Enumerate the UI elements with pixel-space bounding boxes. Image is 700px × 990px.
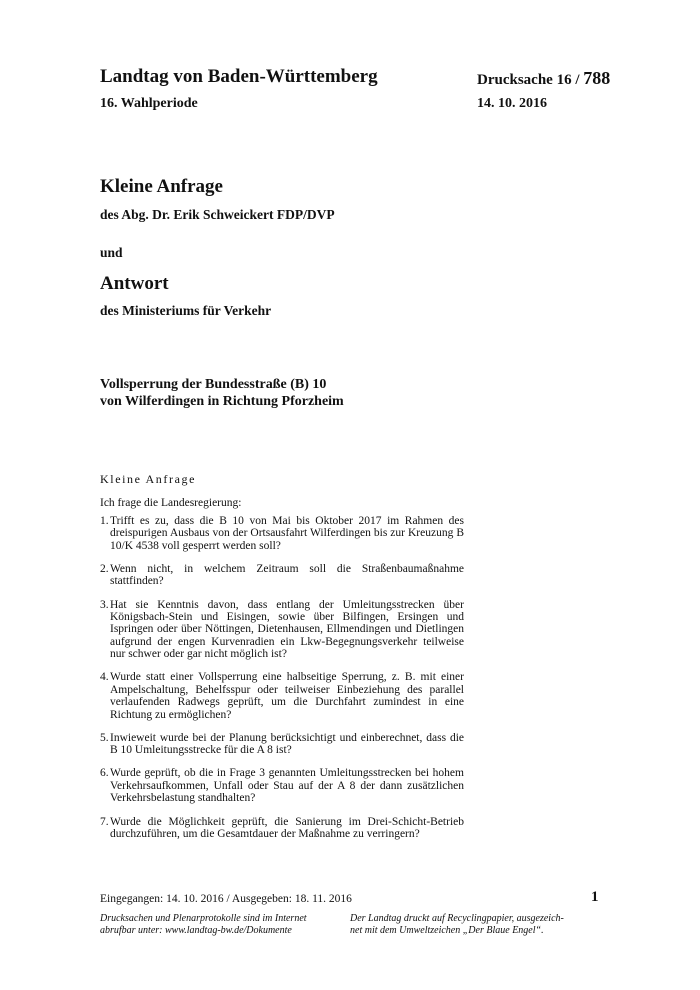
document-title (100, 376, 344, 410)
document-label (477, 68, 610, 89)
answer-ministry: des Ministeriums für Verkehr (100, 303, 272, 318)
inquiry-heading: Kleine Anfrage (100, 176, 223, 197)
title-line-1: Vollsperrung der Bundesstraße (B) 10 (100, 377, 327, 392)
electoral-term: 16. Wahlperiode (100, 96, 198, 111)
question-number: 7. (100, 815, 109, 828)
recycling-note-line-1: Der Landtag druckt auf Recyclingpapier, ausgezeich- (350, 913, 564, 924)
question-item (100, 816, 464, 841)
section-heading: Kleine Anfrage (100, 472, 197, 486)
question-text: Wurde statt einer Vollsperrung eine halbseitige Sperrung, z. B. mit einer Ampelschaltung, Behelfsspur oder teilweiser Einbeziehung des parallel verlaufenden Radwegs geprüft, um die Durchfahrt zumindest in eine Richtung zu ermöglichen? (110, 671, 464, 721)
question-item (100, 599, 464, 661)
internet-note-line-1: Drucksachen und Plenarprotokolle sind im Internet (100, 913, 307, 924)
conjunction: und (100, 245, 123, 260)
question-item (100, 767, 464, 804)
internet-note-line-2: abrufbar unter: www.landtag-bw.de/Dokumente (100, 924, 292, 936)
question-text: Wurde geprüft, ob die in Frage 3 genannten Umleitungsstrecken bei hohem Verkehrsaufkommen, Unfall oder Stau auf der A 8 der dann zusätzlichen Verkehrsbelastung standhalten? (110, 767, 464, 805)
question-text: Hat sie Kenntnis davon, dass entlang der Umleitungsstrecken über Königsbach-Stein und Eisingen, sowie über Bilfingen, Ersingen und Ispringen oder über Nöttingen, Dietenhausen, Ellmendingen und Dietlingen aufgrund der engen Kurvenradien ein Lkw-Begegnungsverkehr teilweise nur schwer oder gar nicht möglich ist? (110, 598, 464, 661)
question-text: Inwieweit wurde bei der Planung berücksichtigt und einberechnet, dass die B 10 Umleitungsstrecke für die A 8 ist? (110, 731, 464, 757)
document-date: 14. 10. 2016 (477, 96, 547, 111)
inquiry-author: des Abg. Dr. Erik Schweickert FDP/DVP (100, 207, 335, 222)
document-label-text: Drucksache 16 / (477, 72, 580, 88)
question-item (100, 732, 464, 757)
question-number: 3. (100, 598, 109, 611)
parliament-name: Landtag von Baden-Württemberg (100, 66, 378, 87)
question-text: Wenn nicht, in welchem Zeitraum soll die Straßenbaumaßnahme stattfinden? (110, 563, 464, 588)
answer-heading: Antwort (100, 273, 169, 294)
page-number: 1 (591, 889, 599, 905)
intro-text: Ich frage die Landesregierung: (100, 497, 242, 509)
document-number: 788 (583, 68, 611, 88)
question-text: Trifft es zu, dass die B 10 von Mai bis Oktober 2017 im Rahmen des dreispurigen Ausbaus von der Ortsausfahrt Wilferdingen bis zur Kreuzung B 10/K 4538 voll gesperrt werden soll? (110, 515, 464, 552)
recycling-note-line-2: net mit dem Umweltzeichen „Der Blaue Engel“. (350, 924, 544, 936)
question-list (100, 515, 464, 851)
question-item (100, 515, 464, 552)
question-number: 5. (100, 731, 109, 744)
received-issued-dates: Eingegangen: 14. 10. 2016 / Ausgegeben: 18. 11. 2016 (100, 893, 352, 905)
question-text: Wurde die Möglichkeit geprüft, die Sanierung im Drei-Schicht-Betrieb durchzuführen, um die Gesamtdauer der Maßnahme zu verringern? (110, 815, 464, 840)
internet-note (100, 913, 330, 936)
question-number: 4. (100, 671, 109, 684)
question-number: 1. (100, 515, 109, 527)
title-line-2: von Wilferdingen in Richtung Pforzheim (100, 394, 344, 409)
recycling-note (350, 913, 580, 936)
question-item (100, 671, 464, 721)
question-item (100, 563, 464, 588)
question-number: 2. (100, 563, 109, 576)
question-number: 6. (100, 767, 109, 780)
